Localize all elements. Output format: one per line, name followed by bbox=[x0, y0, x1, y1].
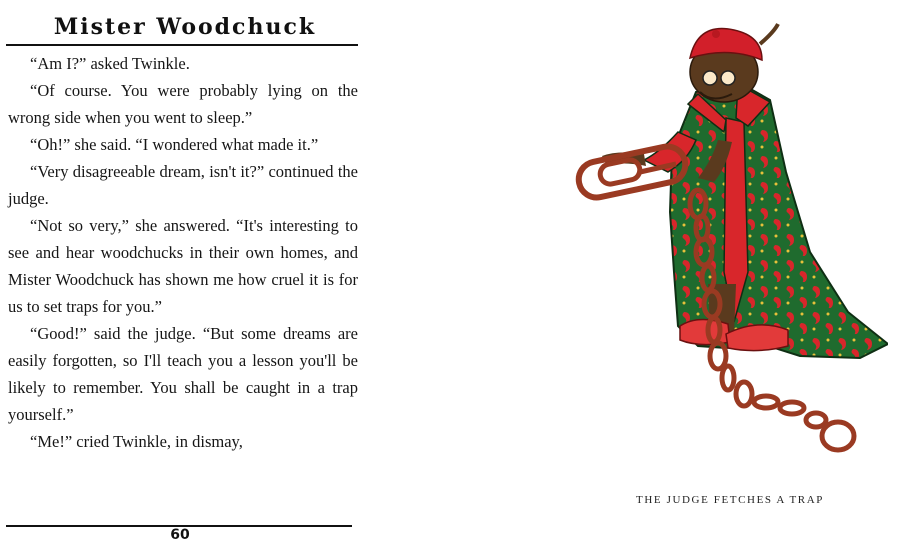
paragraph: “Not so very,” she answered. “It's interesting to see and hear woodchucks in their own homes, and Mister Woodchuck has shown me how cruel it is for us to set traps for you.” bbox=[8, 216, 358, 316]
illustration-plate bbox=[520, 0, 898, 548]
running-head: Mister Woodchuck bbox=[53, 14, 317, 40]
paragraph: “Oh!” she said. “I wondered what made it.” bbox=[30, 135, 319, 154]
text-page bbox=[0, 0, 370, 548]
paragraph: “Am I?” asked Twinkle. bbox=[30, 54, 190, 73]
robe bbox=[670, 82, 888, 358]
illustration-caption: THE JUDGE FETCHES A TRAP bbox=[636, 494, 824, 506]
woodchuck-head bbox=[690, 24, 778, 102]
body-text bbox=[8, 50, 358, 455]
paragraph: “Good!” said the judge. “But some dreams are easily forgotten, so I'll teach you a lesson you'll be likely to remember. You shall be caught in a trap yourself.” bbox=[8, 324, 358, 424]
paragraph: “Me!” cried Twinkle, in dismay, bbox=[30, 432, 243, 451]
header-rule bbox=[6, 44, 358, 46]
paragraph: “Of course. You were probably lying on the wrong side when you went to sleep.” bbox=[8, 81, 358, 127]
judge-woodchuck-illustration bbox=[548, 22, 888, 472]
paragraph: “Very disagreeable dream, isn't it?” continued the judge. bbox=[8, 162, 358, 208]
page-number: 60 bbox=[170, 527, 190, 543]
